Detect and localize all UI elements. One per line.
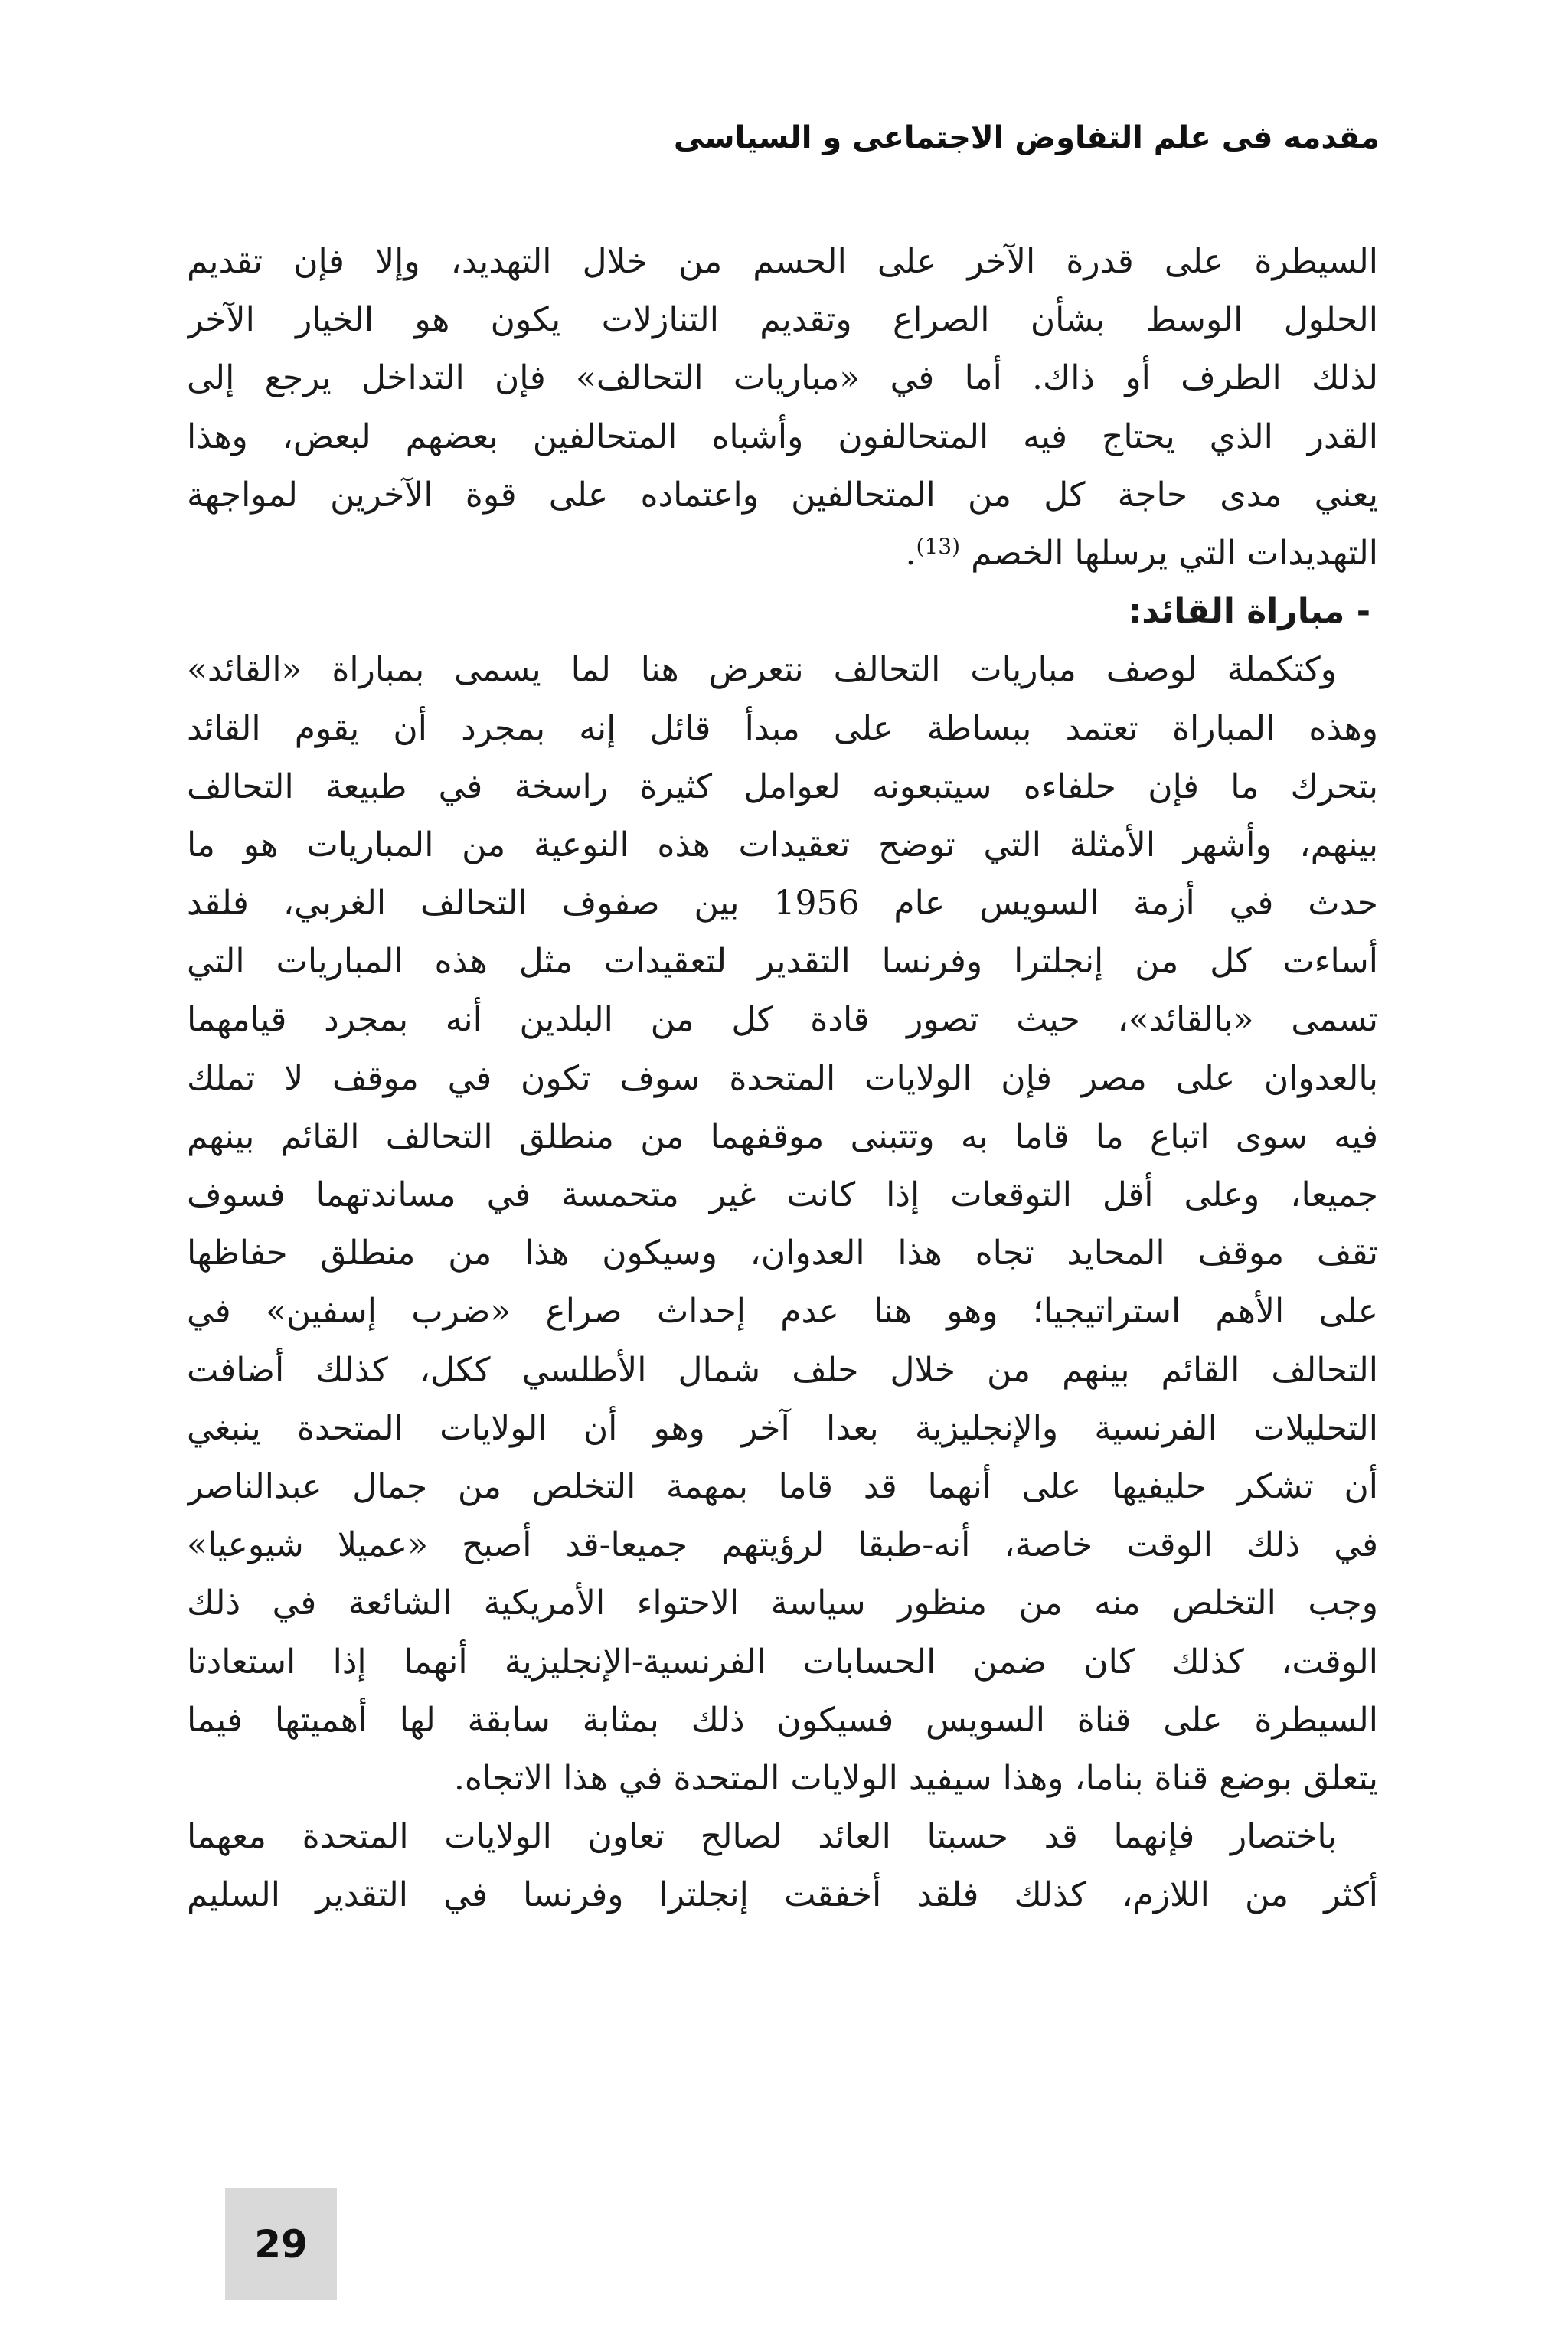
text-line: وهذه المباراة تعتمد ببساطة على مبدأ قائل إنه بمجرد أن يقوم القائد: [187, 708, 1378, 748]
text-line: التحليلات الفرنسية والإنجليزية بعدا آخر وهو أن الولايات المتحدة ينبغي: [187, 1408, 1378, 1448]
text-line: بينهم، وأشهر الأمثلة التي توضح تعقيدات هذه النوعية من المباريات هو ما: [187, 825, 1378, 864]
text-line: أكثر من اللازم، كذلك فلقد أخفقت إنجلترا وفرنسا في التقدير السليم: [187, 1875, 1378, 1915]
text-line: أساءت كل من إنجلترا وفرنسا التقدير لتعقيدات مثل هذه المباريات التي: [187, 942, 1378, 982]
footnote-reference: (13): [916, 533, 961, 559]
running-header: مقدمه فى علم التفاوض الاجتماعى و السياسى: [673, 120, 1380, 155]
page-number: 29: [254, 2222, 308, 2267]
text-line: وجب التخلص منه من منظور سياسة الاحتواء الأمريكية الشائعة في ذلك: [187, 1584, 1378, 1623]
text-line: جميعا، وعلى أقل التوقعات إذا كانت غير متحمسة في مساندتهما فسوف: [187, 1175, 1378, 1214]
text-line: لذلك الطرف أو ذاك. أما في «مباريات التحالف» فإن التداخل يرجع إلى: [187, 358, 1378, 398]
text-line-content: التهديدات التي يرسلها الخصم: [971, 533, 1378, 573]
text-line: باختصار فإنهما قد حسبتا العائد لصالح تعاون الولايات المتحدة معهما: [187, 1817, 1337, 1857]
text-line: على الأهم استراتيجيا؛ وهو هنا عدم إحداث صراع «ضرب إسفين» في: [187, 1292, 1378, 1332]
page-number-box: [225, 2188, 337, 2300]
text-line: بتحرك ما فإن حلفاءه سيتبعونه لعوامل كثيرة راسخة في طبيعة التحالف: [187, 766, 1378, 806]
text-line: تسمى «بالقائد»، حيث تصور قادة كل من البلدين أنه بمجرد قيامهما: [187, 1000, 1378, 1040]
text-line: القدر الذي يحتاج فيه المتحالفون وأشباه المتحالفين بعضهم لبعض، وهذا: [187, 417, 1378, 456]
text-line: بالعدوان على مصر فإن الولايات المتحدة سوف تكون في موقف لا تملك: [187, 1058, 1378, 1098]
text-line: التحالف القائم بينهم من خلال حلف شمال الأطلسي ككل، كذلك أضافت: [187, 1350, 1378, 1390]
text-line: فيه سوى اتباع ما قاما به وتتبنى موقفهما من منطلق التحالف القائم بينهم: [187, 1116, 1378, 1156]
text-line-with-footnote: [187, 525, 1378, 583]
text-line: الحلول الوسط بشأن الصراع وتقديم التنازلات يكون هو الخيار الآخر: [187, 300, 1378, 340]
text-line: أن تشكر حليفيها على أنهما قد قاما بمهمة التخلص من جمال عبدالناصر: [187, 1466, 1378, 1506]
text-line: في ذلك الوقت خاصة، أنه-طبقا لرؤيتهم جميعا-قد أصبح «عميلا شيوعيا»: [187, 1525, 1378, 1565]
text-line: السيطرة على قناة السويس فسيكون ذلك بمثابة سابقة لها أهميتها فيما: [187, 1700, 1378, 1740]
text-line: السيطرة على قدرة الآخر على الحسم من خلال التهديد، وإلا فإن تقديم: [187, 242, 1378, 281]
section-subheading: - مباراة القائد:: [1128, 592, 1370, 632]
text-line: الوقت، كذلك كان ضمن الحسابات الفرنسية-الإنجليزية أنهما إذا استعادتا: [187, 1642, 1378, 1682]
body-text: [187, 233, 1378, 1924]
text-line: وكتكملة لوصف مباريات التحالف نتعرض هنا لما يسمى بمباراة «القائد»: [187, 650, 1337, 690]
text-line: يتعلق بوضع قناة بناما، وهذا سيفيد الولايات المتحدة في هذا الاتجاه.: [453, 1758, 1378, 1798]
text-line: حدث في أزمة السويس عام 1956 بين صفوف التحالف الغربي، فلقد: [187, 884, 1378, 923]
text-line: يعني مدى حاجة كل من المتحالفين واعتماده على قوة الآخرين لمواجهة: [187, 475, 1378, 515]
sentence-end: .: [905, 533, 916, 573]
text-line: تقف موقف المحايد تجاه هذا العدوان، وسيكون هذا من منطلق حفاظها: [187, 1234, 1378, 1273]
